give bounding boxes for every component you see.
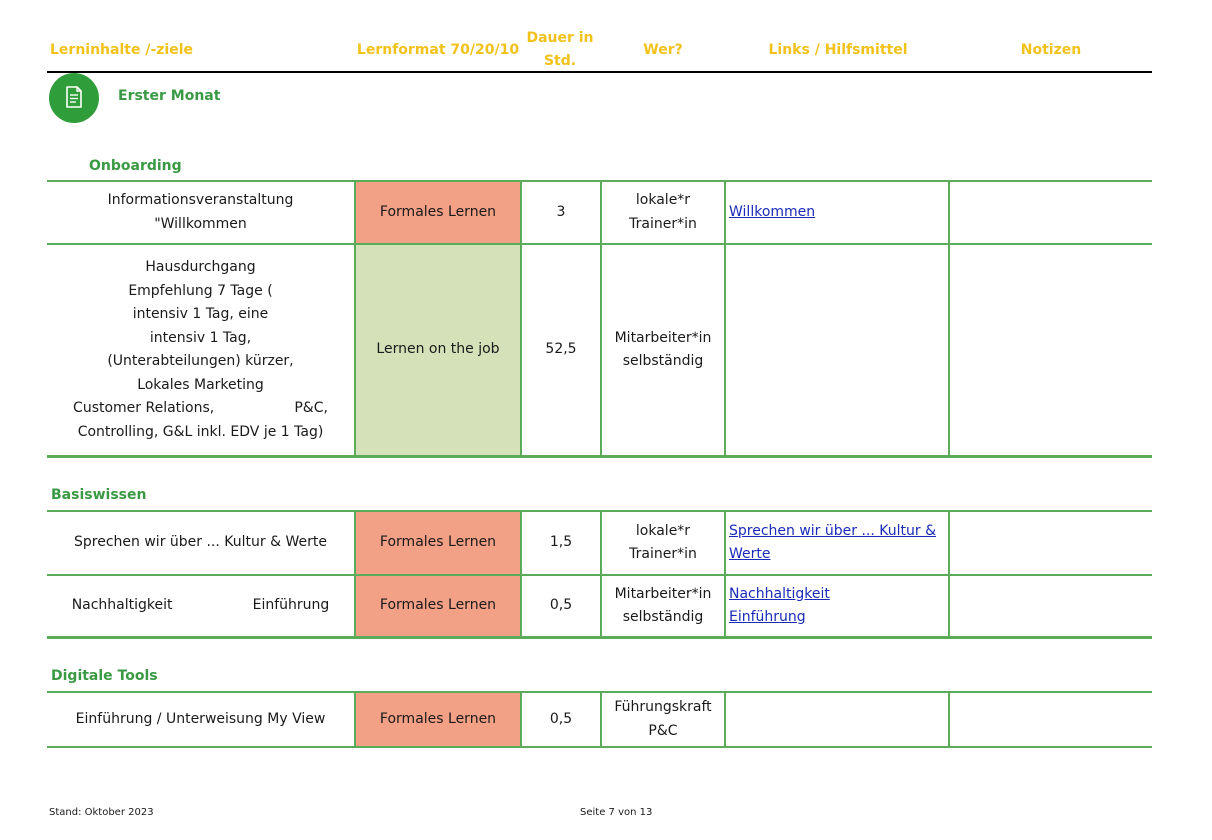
row4-notes [950, 576, 1152, 636]
row5-content: Einführung / Unterweisung My View [75, 710, 326, 727]
row1-links [726, 182, 948, 243]
row3-notes [950, 512, 1152, 574]
row2-duration: 52,5 [545, 341, 577, 358]
row1-content: Informationsveranstaltung "Willkommen [107, 192, 294, 232]
row1-format: Formales Lernen [379, 203, 497, 220]
footer-page-number: Seite 7 von 13 [580, 807, 653, 818]
row3-duration: 1,5 [549, 534, 573, 551]
row4-who: Mitarbeiter*in selbständig [614, 585, 712, 625]
row2-notes [950, 245, 1152, 455]
document-icon [49, 73, 99, 123]
row2-content: Hausdurchgang Empfehlung 7 Tage ( intensiv 1 Tag, eine intensiv 1 Tag, (Unterabteilungen) kürzer, Lokales Marketing Customer Relations, P&C, Controlling, G&L inkl. EDV je 1 Tag) [73, 259, 328, 440]
row3-format: Formales Lernen [379, 534, 497, 551]
row3-links [726, 512, 948, 574]
link-kultur-werte[interactable]: Sprechen wir über ... Kultur & [729, 522, 936, 539]
row4-content: Nachhaltigkeit Einführung [71, 597, 330, 614]
footer-stand: Stand: Oktober 2023 [49, 807, 154, 818]
row3-who: lokale*r Trainer*in [629, 522, 697, 562]
header-links: Links / Hilfsmittel [768, 42, 908, 58]
row5-links [726, 693, 948, 746]
row5-duration: 0,5 [549, 710, 573, 727]
link-kultur-werte-cont[interactable]: Werte [729, 546, 771, 562]
row2-links [726, 245, 948, 455]
section-digitale-tools: Digitale Tools [51, 668, 158, 684]
section-onboarding: Onboarding [89, 158, 182, 174]
row5-who: Führungskraft P&C [614, 699, 712, 739]
row2-format: Lernen on the job [376, 341, 500, 358]
row1-duration: 3 [556, 203, 566, 220]
header-who: Wer? [643, 42, 683, 58]
header-content: Lerninhalte /-ziele [50, 42, 193, 58]
link-willkommen[interactable]: Willkommen [729, 203, 816, 220]
row1-who: lokale*r Trainer*in [629, 192, 697, 232]
month-label: Erster Monat [118, 88, 221, 104]
row2-who: Mitarbeiter*in selbständig [614, 329, 712, 369]
row4-duration: 0,5 [549, 597, 573, 614]
link-nachhaltigkeit[interactable]: Nachhaltigkeit [729, 585, 830, 602]
row5-notes [950, 693, 1152, 746]
header-duration-line1: Dauer in [526, 30, 594, 46]
header-duration-line2: Std. [543, 53, 577, 69]
header-format: Lernformat 70/20/10 [356, 42, 520, 58]
row4-links [726, 576, 948, 636]
row3-content: Sprechen wir über ... Kultur & Werte [74, 534, 327, 551]
header-notes: Notizen [1020, 42, 1082, 58]
header-divider [47, 71, 1152, 73]
header-duration [520, 27, 600, 73]
section-basiswissen: Basiswissen [51, 487, 147, 503]
row5-format: Formales Lernen [379, 710, 497, 727]
link-einfuehrung[interactable]: Einführung [729, 609, 806, 625]
row1-notes [950, 182, 1152, 243]
row4-format: Formales Lernen [379, 597, 497, 614]
